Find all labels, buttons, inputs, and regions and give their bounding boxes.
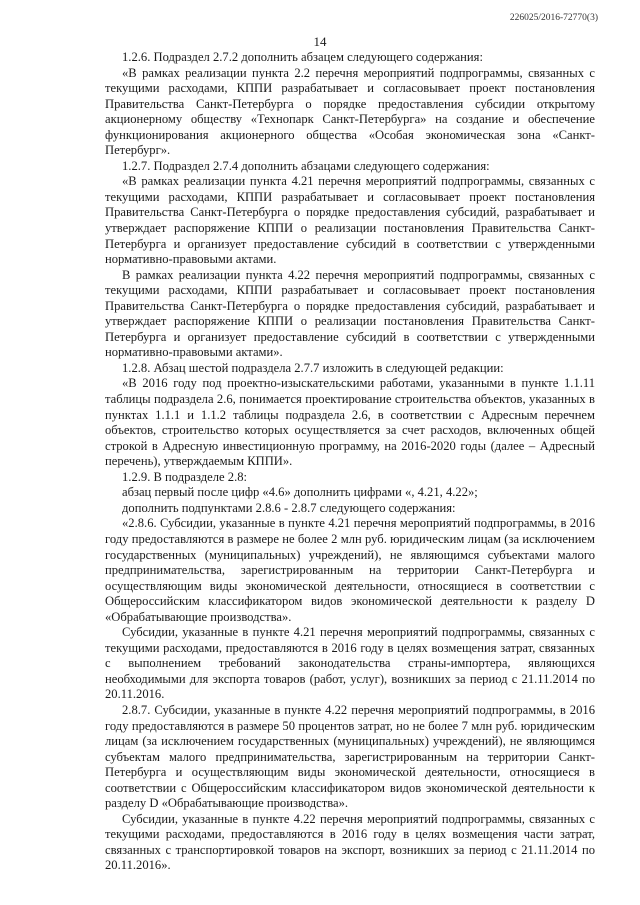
paragraph-2-8-7: 2.8.7. Субсидии, указанные в пункте 4.22 перечня мероприятий подпрограммы, в 2016 году предоставляются в размере 50 процентов затрат, но не более 7 млн руб. юридическим лицам (за исключением государственных (муниципальных) учреждений), не являющимся субъектам малого предпринимательства, зарегистрированным на территории Санкт-Петербурга и осуществляющим виды экономической деятельности, относящиеся в соответствии с Общероссийским классификатором видов экономической деятельности к разделу D «Обрабатывающие производства». bbox=[105, 702, 595, 811]
paragraph-2016-design-works: «В 2016 году под проектно-изыскательскими работами, указанными в пункте 1.1.11 таблицы подраздела 2.6, понимается проектирование строительства объектов, указанных в пунктах 1.1.1 и 1.1.2 таблицы подраздела 2.6, в соответствии с Адресным перечнем объектов, строительство которых осуществляется за счет расходов, включенных общей строкой в Адресную инвестиционную программу, на 2016-2020 годы (далее – Адресный перечень), утверждаемым КППИ». bbox=[105, 376, 595, 469]
paragraph-1-2-6-heading: 1.2.6. Подраздел 2.7.2 дополнить абзацем следующего содержания: bbox=[122, 50, 483, 64]
paragraph-subsidies-4-21: Субсидии, указанные в пункте 4.21 перечня мероприятий подпрограммы, связанных с текущими расходами, предоставляются в 2016 году в целях возмещения затрат, связанных с выполнением требований законодательства страны-импортера, являющихся необходимыми для экспорта товаров (работ, услуг), возникших за период с 21.11.2014 по 20.11.2016. bbox=[105, 625, 595, 702]
paragraph-first-paragraph-amend: абзац первый после цифр «4.6» дополнить цифрами «, 4.21, 4.22»; bbox=[122, 485, 478, 500]
page-number: 14 bbox=[313, 34, 327, 49]
document-body bbox=[105, 50, 595, 874]
paragraph-1-2-9-heading: 1.2.9. В подразделе 2.8: bbox=[122, 469, 248, 484]
paragraph-add-subitems: дополнить подпунктами 2.8.6 - 2.8.7 следующего содержания: bbox=[122, 500, 456, 515]
paragraph-2-8-6: «2.8.6. Субсидии, указанные в пункте 4.21 перечня мероприятий подпрограммы, в 2016 году предоставляются в размере не более 2 млн руб. юридическим лицам (за исключением государственных (муниципальных) учреждений), не являющимся субъектами малого предпринимательства, зарегистрированным на территории Санкт-Петербурга и осуществляющим виды экономической деятельности, относящиеся в соответствии с Общероссийским классификатором видов экономической деятельности к разделу D «Обрабатывающие производства». bbox=[105, 516, 595, 624]
paragraph-1-2-8-heading: 1.2.8. Абзац шестой подраздела 2.7.7 изложить в следующей редакции: bbox=[122, 360, 504, 375]
paragraph-subsidies-4-22: Субсидии, указанные в пункте 4.22 перечня мероприятий подпрограммы, связанных с текущими расходами, предоставляются в 2016 году в целях возмещения части затрат, связанных с транспортировкой товаров на экспорт, возникших за период с 21.11.2014 по 20.11.2016». bbox=[105, 811, 595, 873]
document-id: 226025/2016-72770(3) bbox=[509, 13, 598, 23]
paragraph-2-7-2-addition: «В рамках реализации пункта 2.2 перечня мероприятий подпрограммы, связанных с текущими расходами, КППИ разрабатывает и согласовывает проект постановления Правительства Санкт-Петербурга о порядке предоставления субсидии открытому акционерному обществу «Технопарк Санкт-Петербурга» на создание и обеспечение функционирования акционерного общества «Особая экономическая зона «Санкт-Петербург». bbox=[105, 65, 595, 158]
paragraph-item-4-21: «В рамках реализации пункта 4.21 перечня мероприятий подпрограммы, связанных с текущими расходами, КППИ разрабатывает и согласовывает проект постановления Правительства Санкт-Петербурга о порядке предоставления субсидий, разрабатывает и утверждает распоряжение КППИ о реализации постановления Правительства Санкт-Петербурга и организует предоставление субсидий в соответствии с утвержденными нормативно-правовыми актами. bbox=[105, 174, 595, 267]
paragraph-1-2-7-heading: 1.2.7. Подраздел 2.7.4 дополнить абзацами следующего содержания: bbox=[122, 158, 490, 173]
paragraph-item-4-22: В рамках реализации пункта 4.22 перечня мероприятий подпрограммы, связанных с текущими расходами, КППИ разрабатывает и согласовывает проект постановления Правительства Санкт-Петербурга о порядке предоставления субсидий, разрабатывает и утверждает распоряжение КППИ о реализации постановления Правительства Санкт-Петербурга и организует предоставление субсидий в соответствии с утвержденными нормативно-правовыми актами». bbox=[105, 267, 595, 360]
